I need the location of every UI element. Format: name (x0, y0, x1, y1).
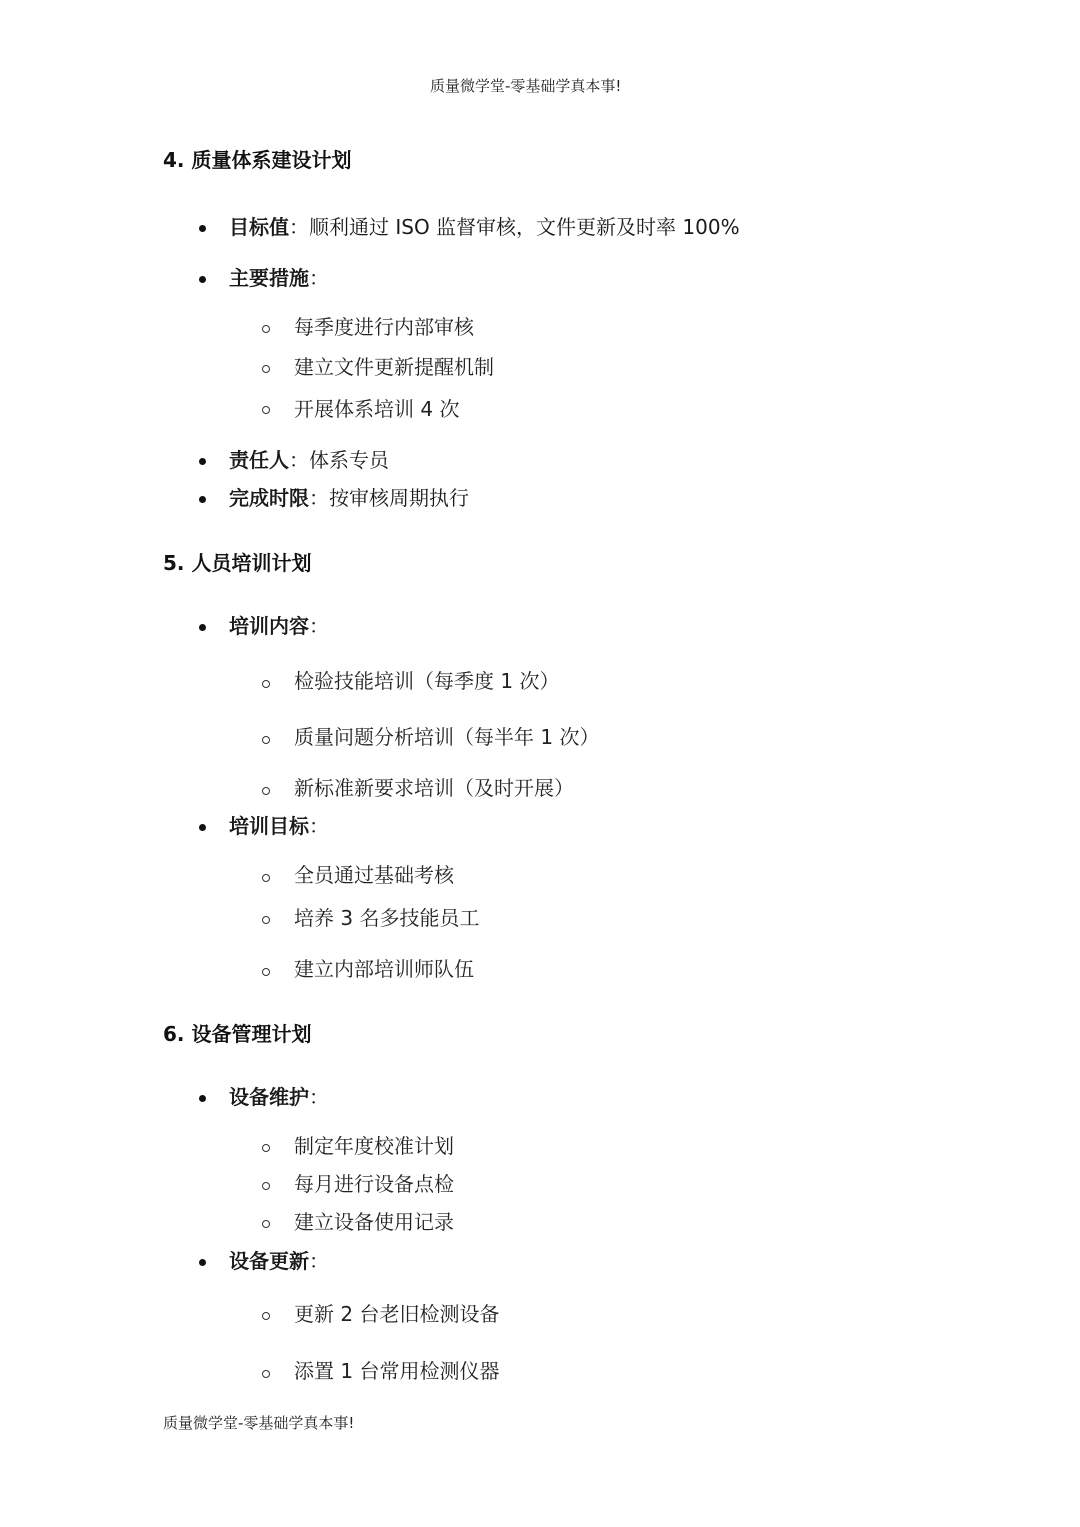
list-item: 培训内容： (229, 614, 329, 638)
bullet-icon (199, 496, 206, 503)
list-item: 主要措施： (229, 266, 329, 290)
bullet-icon (199, 225, 206, 232)
sub-list-item: 开展体系培训 4 次 (294, 397, 460, 421)
list-item: 目标值：顺利通过 ISO 监督审核，文件更新及时率 100% (229, 215, 740, 239)
sub-list-item: 建立文件更新提醒机制 (294, 355, 494, 379)
circle-bullet-icon (262, 736, 270, 744)
sub-list-item: 建立设备使用记录 (294, 1210, 454, 1234)
bullet-icon (199, 824, 206, 831)
circle-bullet-icon (262, 325, 270, 333)
circle-bullet-icon (262, 406, 270, 414)
bullet-icon (199, 624, 206, 631)
sub-list-item: 添置 1 台常用检测仪器 (294, 1359, 500, 1383)
page-header: 质量微学堂-零基础学真本事! (430, 77, 622, 95)
circle-bullet-icon (262, 874, 270, 882)
sub-list-item: 制定年度校准计划 (294, 1134, 454, 1158)
sub-list-item: 培养 3 名多技能员工 (294, 906, 480, 930)
circle-bullet-icon (262, 916, 270, 924)
sub-list-item: 质量问题分析培训（每半年 1 次） (294, 725, 600, 749)
circle-bullet-icon (262, 680, 270, 688)
sub-list-item: 更新 2 台老旧检测设备 (294, 1302, 500, 1326)
list-item: 责任人：体系专员 (229, 448, 389, 472)
sub-list-item: 全员通过基础考核 (294, 863, 454, 887)
circle-bullet-icon (262, 968, 270, 976)
circle-bullet-icon (262, 1370, 270, 1378)
section-title: 4. 质量体系建设计划 (163, 148, 352, 172)
list-item: 完成时限：按审核周期执行 (229, 486, 469, 510)
bullet-icon (199, 458, 206, 465)
list-item: 培训目标： (229, 814, 329, 838)
section-title: 5. 人员培训计划 (163, 551, 312, 575)
circle-bullet-icon (262, 1144, 270, 1152)
circle-bullet-icon (262, 365, 270, 373)
list-item: 设备维护： (229, 1085, 329, 1109)
circle-bullet-icon (262, 1182, 270, 1190)
bullet-icon (199, 1095, 206, 1102)
sub-list-item: 新标准新要求培训（及时开展） (294, 776, 574, 800)
circle-bullet-icon (262, 1312, 270, 1320)
section-title: 6. 设备管理计划 (163, 1022, 312, 1046)
bullet-icon (199, 276, 206, 283)
bullet-icon (199, 1259, 206, 1266)
sub-list-item: 建立内部培训师队伍 (294, 957, 474, 981)
sub-list-item: 每月进行设备点检 (294, 1172, 454, 1196)
sub-list-item: 每季度进行内部审核 (294, 315, 474, 339)
circle-bullet-icon (262, 1220, 270, 1228)
list-item: 设备更新： (229, 1249, 329, 1273)
sub-list-item: 检验技能培训（每季度 1 次） (294, 669, 560, 693)
page-footer: 质量微学堂-零基础学真本事! (163, 1414, 355, 1432)
circle-bullet-icon (262, 787, 270, 795)
